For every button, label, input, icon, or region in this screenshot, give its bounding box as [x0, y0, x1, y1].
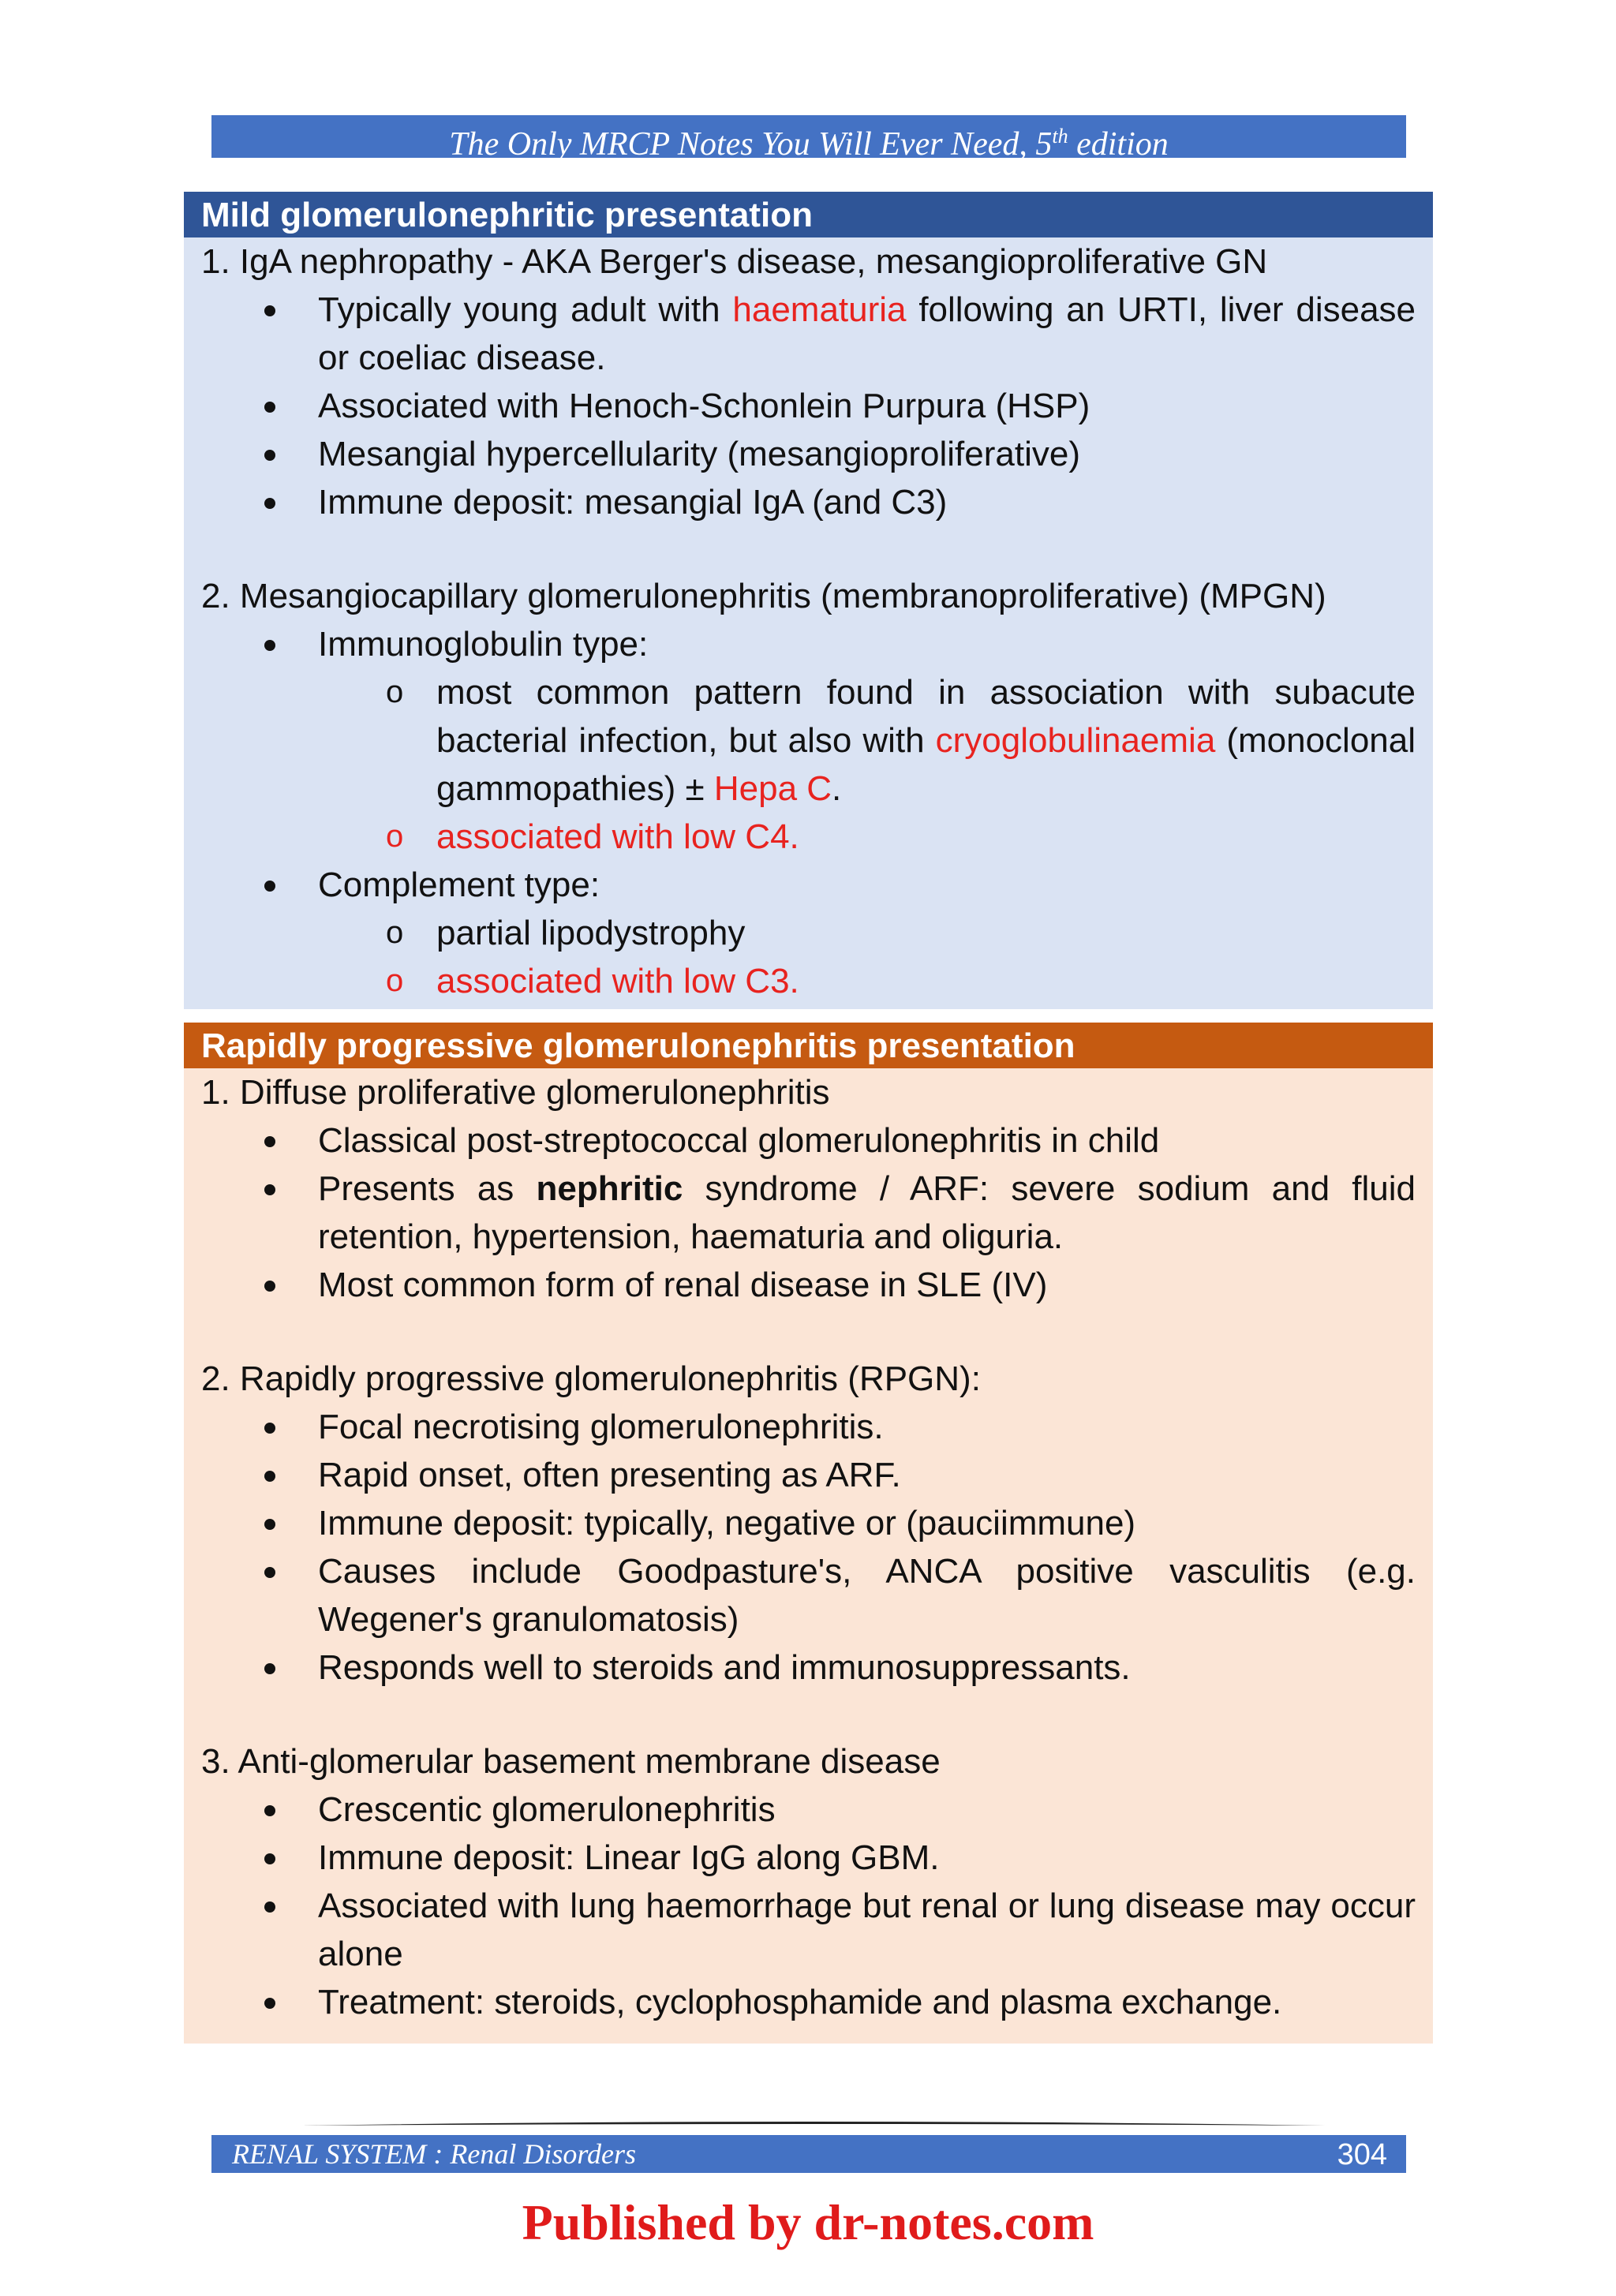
- list-item: Presents as nephritic syndrome / ARF: severe sodium and fluid retention, hypertension, haematuria and oliguria.: [201, 1165, 1416, 1261]
- list-item: Causes include Goodpasture's, ANCA positive vasculitis (e.g. Wegener's granulomatosis): [201, 1547, 1416, 1643]
- list-item: Complement type:: [201, 861, 1416, 909]
- mild-section-heading: Mild glomerulonephritic presentation: [184, 192, 1433, 237]
- footer-divider: [300, 2121, 1326, 2127]
- sub-list-item: o most common pattern found in association with subacute bacterial infection, but also with cryoglobulinaemia (monoclonal gammopathies) ± Hepa C.: [201, 668, 1416, 813]
- list-item: Rapid onset, often presenting as ARF.: [201, 1451, 1416, 1499]
- publisher-credit: Published by dr-notes.com: [522, 2194, 1094, 2250]
- mpgn-title: 2. Mesangiocapillary glomerulonephritis (membranoproliferative) (MPGN): [201, 577, 1326, 615]
- footer-bar: [211, 2135, 1406, 2173]
- header-banner: [211, 115, 1406, 163]
- list-item: Responds well to steroids and immunosuppressants.: [201, 1643, 1416, 1692]
- list-item: Immune deposit: typically, negative or (pauciimmune): [201, 1499, 1416, 1547]
- list-item: Immune deposit: Linear IgG along GBM.: [201, 1834, 1416, 1882]
- list-item: Mesangial hypercellularity (mesangioproliferative): [201, 430, 1416, 478]
- list-item: Crescentic glomerulonephritis: [201, 1786, 1416, 1834]
- sub-list-item: o associated with low C4.: [201, 813, 1416, 861]
- sub-list-item: o partial lipodystrophy: [201, 909, 1416, 957]
- highlight-text: cryoglobulinaemia: [935, 721, 1216, 760]
- list-item: Classical post-streptococcal glomerulonephritis in child: [201, 1116, 1416, 1165]
- list-item: Associated with Henoch-Schonlein Purpura (HSP): [201, 382, 1416, 430]
- rpgn-title: 2. Rapidly progressive glomerulonephritis (RPGN):: [201, 1359, 981, 1398]
- header-title: The Only MRCP Notes You Will Ever Need, 5: [449, 126, 1053, 163]
- highlight-text: Hepa C: [713, 769, 832, 808]
- bold-text: nephritic: [536, 1169, 683, 1208]
- header-title-superscript: th: [1052, 125, 1068, 148]
- rpgn-section: [184, 1023, 1433, 2044]
- footer-section-label: RENAL SYSTEM : Renal Disorders: [232, 2138, 637, 2170]
- mild-section-content: [184, 237, 1433, 1005]
- header-title-end: edition: [1068, 126, 1169, 163]
- list-item: Associated with lung haemorrhage but renal or lung disease may occur alone: [201, 1882, 1416, 1978]
- diffuse-title: 1. Diffuse proliferative glomerulonephritis: [201, 1073, 830, 1112]
- list-item: Immune deposit: mesangial IgA (and C3): [201, 478, 1416, 526]
- mild-section: [184, 192, 1433, 1009]
- page-number: 304: [1337, 2138, 1387, 2171]
- list-item: Typically young adult with haematuria following an URTI, liver disease or coeliac disease.: [201, 286, 1416, 382]
- list-item: Immunoglobulin type:: [201, 620, 1416, 668]
- rpgn-section-heading: Rapidly progressive glomerulonephritis presentation: [184, 1023, 1433, 1068]
- highlight-text: haematuria: [732, 290, 907, 329]
- rpgn-section-content: [184, 1068, 1433, 2026]
- iga-title: 1. IgA nephropathy - AKA Berger's disease, mesangioproliferative GN: [201, 242, 1268, 281]
- list-item: Treatment: steroids, cyclophosphamide and plasma exchange.: [201, 1978, 1416, 2026]
- list-item: Most common form of renal disease in SLE (IV): [201, 1261, 1416, 1309]
- gbm-title: 3. Anti-glomerular basement membrane disease: [201, 1742, 941, 1781]
- list-item: Focal necrotising glomerulonephritis.: [201, 1403, 1416, 1451]
- sub-list-item: o associated with low C3.: [201, 957, 1416, 1005]
